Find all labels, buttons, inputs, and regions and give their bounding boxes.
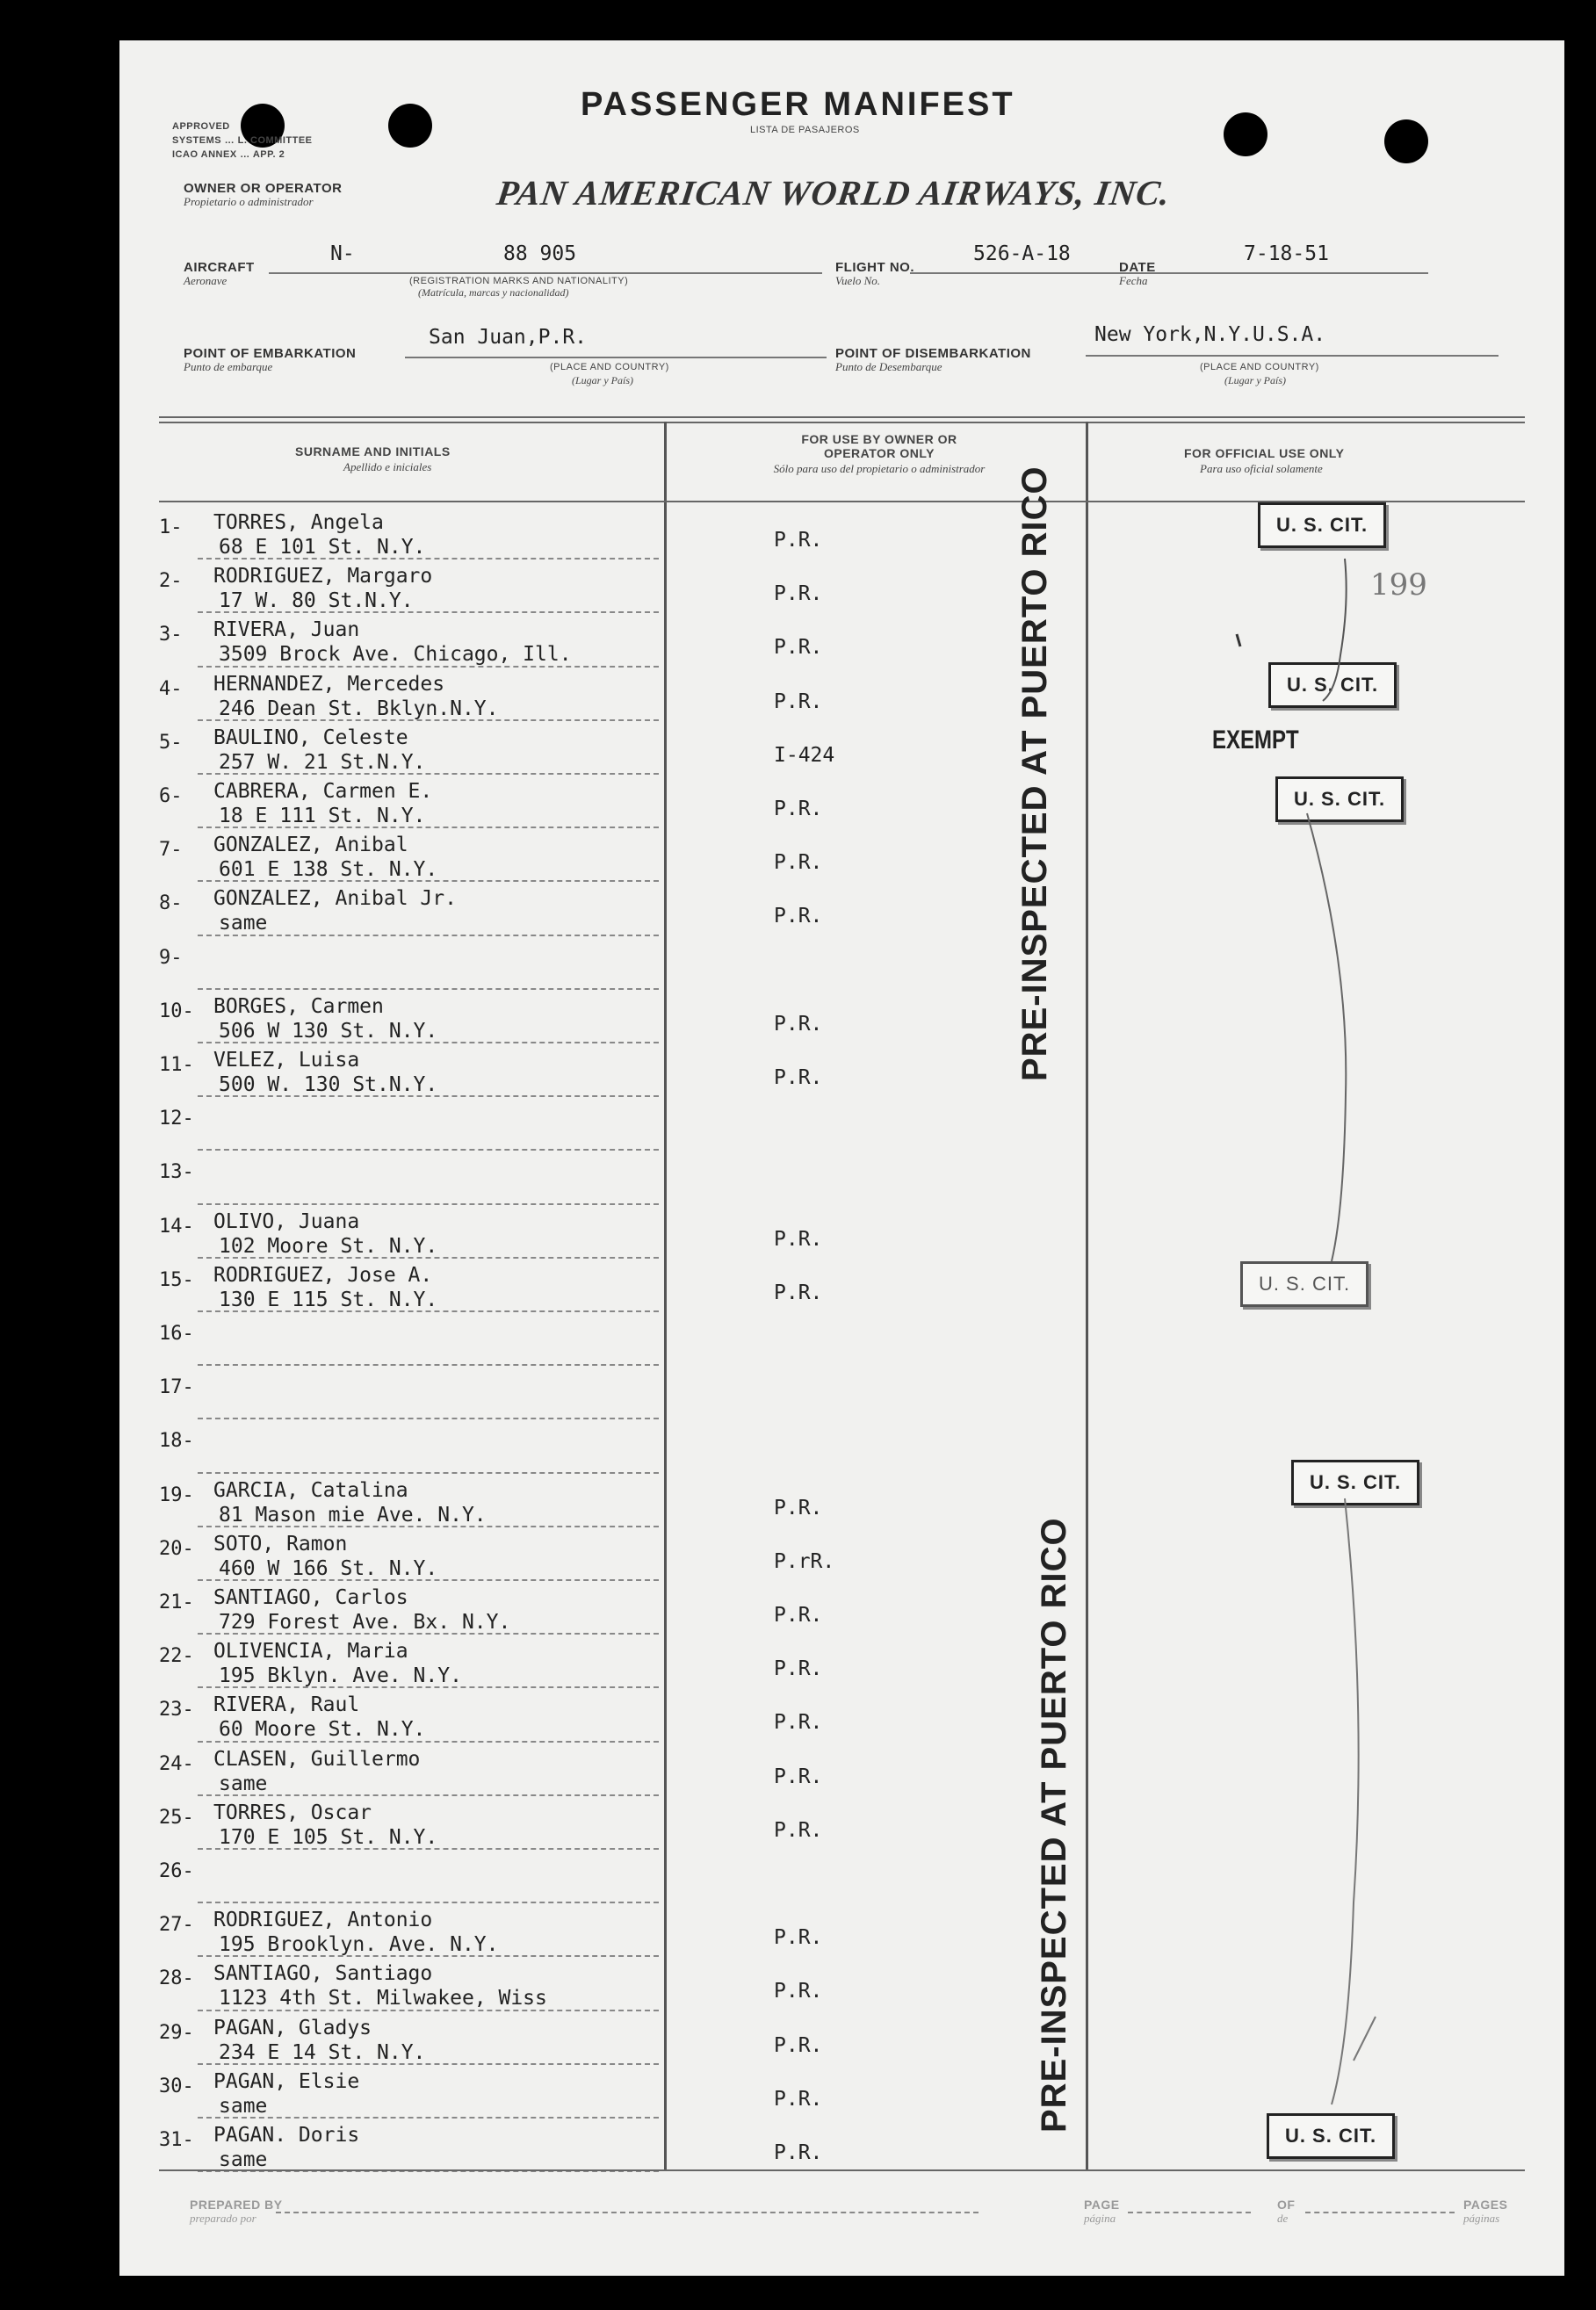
row-number: 22-: [159, 1645, 194, 1668]
punch-hole: [1224, 112, 1267, 156]
operator-mark: P.R.: [774, 582, 823, 606]
operator-mark: P.R.: [774, 689, 823, 713]
disembarkation-note-es: (Lugar y País): [1224, 374, 1286, 386]
passenger-address: 102 Moore St. N.Y.: [219, 1234, 438, 1258]
page-title-es: LISTA DE PASAJEROS: [750, 125, 860, 135]
of-label-es: de: [1277, 2212, 1289, 2225]
row-number: 17-: [159, 1376, 194, 1399]
operator-mark: P.R.: [774, 1765, 823, 1788]
preinspected-stamp: PRE-INSPECTED AT PUERTO RICO: [1015, 466, 1054, 1081]
date-value: 7-18-51: [1244, 242, 1329, 265]
operator-mark: P.R.: [774, 798, 823, 820]
table-row: [159, 1798, 1525, 1852]
row-number: 16-: [159, 1323, 194, 1345]
punch-hole: [388, 104, 432, 148]
passenger-address: 60 Moore St. N.Y.: [219, 1718, 426, 1742]
operator-mark: P.R.: [774, 1281, 823, 1304]
flight-number: 526-A-18: [973, 242, 1071, 265]
passenger-address: 500 W. 130 St.N.Y.: [219, 1073, 438, 1096]
passenger-address: 195 Brooklyn. Ave. N.Y.: [219, 1933, 499, 1957]
approval-line-1: APPROVED: [172, 121, 230, 132]
table-row: [159, 1959, 1525, 2012]
passenger-name: CABRERA, Carmen E.: [213, 780, 433, 803]
operator-mark: P.R.: [774, 1604, 823, 1627]
page-title: PASSENGER MANIFEST: [581, 86, 1015, 123]
embarkation-value: San Juan,P.R.: [429, 326, 588, 349]
table-row: [159, 1045, 1525, 1099]
row-number: 24-: [159, 1752, 194, 1775]
passenger-address: 3509 Brock Ave. Chicago, Ill.: [219, 643, 572, 667]
column-header-official: FOR OFFICIAL USE ONLY: [1184, 446, 1345, 460]
aircraft-note: (REGISTRATION MARKS AND NATIONALITY): [409, 276, 629, 286]
table-bottom-rule: [159, 2169, 1525, 2173]
table-row: [159, 2067, 1525, 2120]
pages-label-es: páginas: [1463, 2212, 1500, 2225]
row-number: 7-: [159, 839, 183, 862]
table-row: [159, 884, 1525, 937]
passenger-name: HERNANDEZ, Mercedes: [213, 672, 445, 696]
operator-mark: P.R.: [774, 851, 823, 875]
passenger-address: 234 E 14 St. N.Y.: [219, 2040, 426, 2064]
embarkation-label-es: Punto de embarque: [184, 360, 273, 373]
row-number: 1-: [159, 516, 183, 538]
passenger-name: RODRIGUEZ, Antonio: [213, 1909, 433, 1932]
operator-mark: P.R.: [774, 1657, 823, 1681]
passenger-name: SANTIAGO, Santiago: [213, 1962, 433, 1986]
passenger-name: CLASEN, Guillermo: [213, 1747, 421, 1771]
operator-mark: P.R.: [774, 1926, 823, 1950]
passenger-address: 81 Mason mie Ave. N.Y.: [219, 1503, 487, 1527]
handwritten-number: 199: [1370, 567, 1427, 603]
owner-label: OWNER OR OPERATOR: [184, 181, 343, 196]
passenger-address: same: [219, 912, 268, 935]
passenger-address: 18 E 111 St. N.Y.: [219, 805, 426, 827]
passenger-name: OLIVO, Juana: [213, 1209, 360, 1233]
row-number: 28-: [159, 1967, 194, 1990]
table-row: [159, 723, 1525, 776]
approval-line-3: ICAO ANNEX … APP. 2: [172, 149, 285, 160]
row-number: 18-: [159, 1430, 194, 1453]
operator-mark: P.R.: [774, 905, 823, 928]
date-label: DATE: [1119, 260, 1156, 275]
passenger-address: 170 E 105 St. N.Y.: [219, 1825, 438, 1849]
passenger-name: SANTIAGO, Carlos: [213, 1586, 408, 1609]
row-number: 27-: [159, 1914, 194, 1937]
row-number: 4-: [159, 677, 183, 700]
table-row: [159, 1152, 1525, 1206]
table-row: [159, 2013, 1525, 2067]
operator-mark: P.R.: [774, 1980, 823, 2003]
column-header-surname: SURNAME AND INITIALS: [295, 444, 451, 458]
row-number: 13-: [159, 1161, 194, 1184]
disembarkation-note: (PLACE AND COUNTRY): [1200, 362, 1319, 372]
passenger-address: 506 W 130 St. N.Y.: [219, 1019, 438, 1043]
passenger-address: 460 W 166 St. N.Y.: [219, 1556, 438, 1580]
table-row: [159, 830, 1525, 884]
passenger-name: TORRES, Angela: [213, 511, 384, 534]
us-cit-stamp: U. S. CIT.: [1240, 1261, 1369, 1307]
passenger-name: TORRES, Oscar: [213, 1801, 372, 1824]
passenger-address: 1123 4th St. Milwakee, Wiss: [219, 1987, 547, 2010]
passenger-name: GARCIA, Catalina: [213, 1478, 408, 1502]
pages-label: PAGES: [1463, 2198, 1508, 2212]
row-number: 30-: [159, 2075, 194, 2097]
aircraft-registration: 88 905: [503, 242, 577, 265]
disembarkation-label: POINT OF DISEMBARKATION: [835, 346, 1031, 361]
punch-hole: [1384, 119, 1428, 163]
embarkation-label: POINT OF EMBARKATION: [184, 346, 357, 361]
passenger-address: 246 Dean St. Bklyn.N.Y.: [219, 697, 499, 720]
table-row: [159, 1529, 1525, 1583]
page-label: PAGE: [1084, 2198, 1120, 2212]
table-row: [159, 1368, 1525, 1421]
operator-mark: P.R.: [774, 1496, 823, 1520]
aircraft-note-es: (Matrícula, marcas y nacionalidad): [418, 286, 569, 299]
aircraft-label-es: Aeronave: [184, 274, 227, 287]
row-number: 15-: [159, 1268, 194, 1291]
operator-mark: P.R.: [774, 1818, 823, 1842]
exempt-stamp: EXEMPT: [1212, 725, 1299, 754]
passenger-address: 257 W. 21 St.N.Y.: [219, 750, 426, 774]
table-row: [159, 615, 1525, 668]
row-number: 26-: [159, 1860, 194, 1882]
owner-value: PAN AMERICAN WORLD AIRWAYS, INC.: [494, 173, 1174, 213]
passenger-address: 17 W. 80 St.N.Y.: [219, 589, 414, 613]
passenger-name: RIVERA, Raul: [213, 1693, 360, 1717]
table-row: [159, 938, 1525, 992]
disembarkation-value: New York,N.Y.U.S.A.: [1094, 323, 1326, 346]
passenger-name: RODRIGUEZ, Jose A.: [213, 1263, 433, 1287]
operator-mark: P.R.: [774, 1066, 823, 1089]
column-header-owner: FOR USE BY OWNER OR OPERATOR ONLY: [801, 432, 957, 460]
passenger-address: 68 E 101 St. N.Y.: [219, 536, 426, 559]
passenger-name: BAULINO, Celeste: [213, 725, 408, 749]
passenger-name: VELEZ, Luisa: [213, 1049, 360, 1072]
us-cit-stamp: U. S. CIT.: [1291, 1460, 1419, 1505]
passenger-name: BORGES, Carmen: [213, 994, 384, 1018]
embarkation-note: (PLACE AND COUNTRY): [550, 362, 669, 372]
table-row: [159, 1744, 1525, 1798]
row-number: 2-: [159, 570, 183, 593]
flight-label: FLIGHT NO.: [835, 260, 914, 275]
column-header-official-es: Para uso oficial solamente: [1200, 462, 1323, 475]
passenger-name: GONZALEZ, Anibal: [213, 834, 408, 857]
row-number: 12-: [159, 1108, 194, 1130]
row-number: 21-: [159, 1592, 194, 1613]
row-number: 11-: [159, 1054, 194, 1076]
disembarkation-label-es: Punto de Desembarque: [835, 360, 942, 373]
column-header-owner-es: Sólo para uso del propietario o administrador: [773, 462, 986, 475]
flight-label-es: Vuelo No.: [835, 274, 881, 287]
date-label-es: Fecha: [1119, 274, 1148, 287]
passenger-name: RIVERA, Juan: [213, 618, 360, 642]
table-row: [159, 561, 1525, 615]
table-row: [159, 1636, 1525, 1690]
operator-mark: P.R.: [774, 1012, 823, 1036]
passenger-name: OLIVENCIA, Maria: [213, 1640, 408, 1664]
table-top-rule: [159, 416, 1525, 423]
passenger-address: 195 Bklyn. Ave. N.Y.: [219, 1664, 462, 1688]
us-cit-stamp: U. S. CIT.: [1258, 502, 1386, 548]
preinspected-stamp: PRE-INSPECTED AT PUERTO RICO: [1035, 1517, 1073, 2133]
operator-mark: P.R.: [774, 1227, 823, 1251]
passenger-name: GONZALEZ, Anibal Jr.: [213, 887, 457, 911]
us-cit-stamp: U. S. CIT.: [1268, 662, 1397, 708]
passenger-address: same: [219, 2148, 268, 2171]
owner-label-es: Propietario o administrador: [184, 195, 314, 208]
row-number: 10-: [159, 1000, 194, 1022]
passenger-address: 130 E 115 St. N.Y.: [219, 1288, 438, 1311]
operator-mark: P.R.: [774, 529, 823, 552]
row-number: 20-: [159, 1537, 194, 1560]
of-label: OF: [1277, 2198, 1296, 2212]
operator-mark: P.R.: [774, 2141, 823, 2164]
passenger-address: same: [219, 2094, 268, 2118]
prepared-by-label-es: preparado por: [190, 2212, 256, 2225]
row-number: 29-: [159, 2021, 194, 2044]
table-row: [159, 1583, 1525, 1636]
passenger-address: 729 Forest Ave. Bx. N.Y.: [219, 1611, 511, 1634]
table-row: [159, 1314, 1525, 1368]
row-number: 8-: [159, 892, 183, 915]
table-row: [159, 1905, 1525, 1959]
row-number: 5-: [159, 731, 183, 754]
operator-mark: P.R.: [774, 1711, 823, 1735]
page-label-es: página: [1084, 2212, 1116, 2225]
manifest-sheet: [119, 40, 1564, 2276]
row-number: 3-: [159, 624, 183, 646]
table-row: [159, 1690, 1525, 1743]
row-number: 9-: [159, 946, 183, 969]
embarkation-note-es: (Lugar y País): [572, 374, 633, 386]
row-number: 6-: [159, 785, 183, 807]
operator-mark: P.rR.: [774, 1549, 835, 1573]
row-number: 25-: [159, 1806, 194, 1829]
prepared-by-label: PREPARED BY: [190, 2198, 283, 2212]
aircraft-label: AIRCRAFT: [184, 260, 255, 275]
column-header-surname-es: Apellido e iniciales: [343, 460, 432, 473]
us-cit-stamp: U. S. CIT.: [1275, 776, 1404, 822]
operator-mark: P.R.: [774, 2033, 823, 2057]
operator-mark: I-424: [774, 743, 835, 767]
row-number: 23-: [159, 1699, 194, 1722]
row-number: 14-: [159, 1215, 194, 1238]
passenger-address: same: [219, 1772, 268, 1795]
aircraft-prefix: N-: [330, 242, 355, 265]
table-row: [159, 992, 1525, 1045]
passenger-name: PAGAN. Doris: [213, 2124, 360, 2147]
operator-mark: P.R.: [774, 2087, 823, 2111]
passenger-address: 601 E 138 St. N.Y.: [219, 858, 438, 882]
row-number: 19-: [159, 1483, 194, 1506]
table-row: [159, 1852, 1525, 1905]
us-cit-stamp: U. S. CIT.: [1267, 2113, 1395, 2159]
table-row: [159, 1207, 1525, 1260]
passenger-name: RODRIGUEZ, Margaro: [213, 565, 433, 588]
operator-mark: P.R.: [774, 636, 823, 660]
passenger-name: SOTO, Ramon: [213, 1532, 348, 1556]
row-number: 31-: [159, 2129, 194, 2151]
passenger-name: PAGAN, Elsie: [213, 2069, 360, 2093]
table-row: [159, 1099, 1525, 1152]
passenger-name: PAGAN, Gladys: [213, 2016, 372, 2039]
approval-line-2: SYSTEMS … L. COMMITTEE: [172, 135, 313, 146]
